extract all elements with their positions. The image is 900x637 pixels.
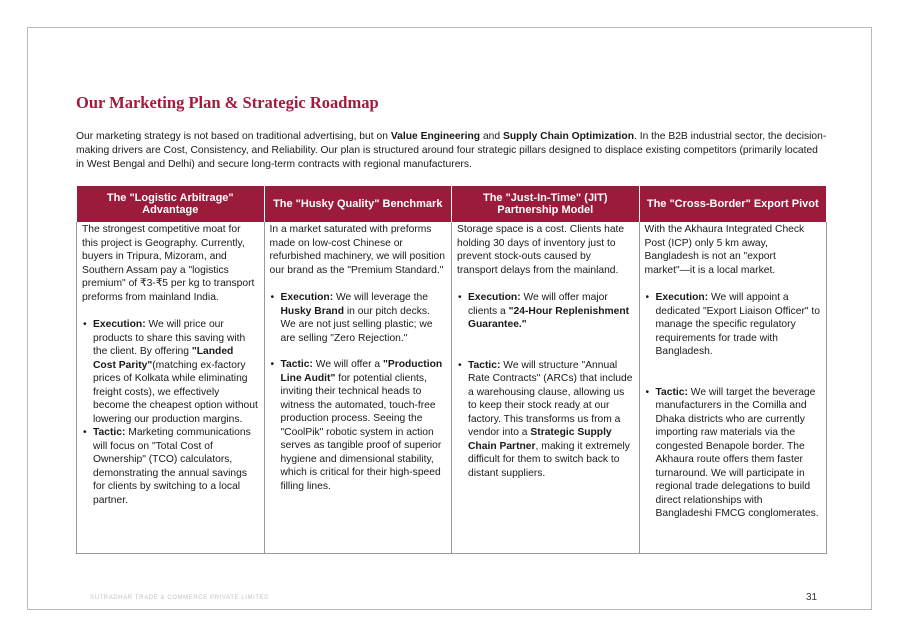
col4-intro: With the Akhaura Integrated Check Post (ICP) only 5 km away, Bangladesh is not an "export market"—it is a local market. <box>644 224 805 276</box>
intro-text-2: and <box>480 131 503 142</box>
col2-tactic-emphasis: "Production Line Audit" <box>280 359 443 384</box>
col3-tactic-label: Tactic: <box>468 359 501 371</box>
cell-jit-partnership <box>452 222 640 554</box>
col1-tactic-text: Marketing communications will focus on "Total Cost of Ownership" (TCO) calculators, demonstrating the annual savings for clients by switching to a local partner. <box>93 427 251 506</box>
col2-execution-emphasis: Husky Brand <box>280 305 345 317</box>
cell-cross-border <box>639 222 827 554</box>
header-husky-quality: The "Husky Quality" Benchmark <box>264 186 452 222</box>
col1-bullet-execution <box>82 318 259 426</box>
header-logistic-arbitrage: The "Logistic Arbitrage" Advantage <box>77 186 265 222</box>
col2-tactic-text-2: for potential clients, inviting their technical heads to witness the automated, touch-free production process. Seeing the "CoolPik" robotic system in action serves as tangible proof of superior hygiene and dimensional stability, which is critical for their high-speed filling lines. <box>280 372 442 492</box>
intro-text-3: . In the B2B industrial sector, the decision-making drivers are Cost, Consistency, and Reliability. Our plan is structured around four strategic pillars designed to displace existing competitors (primarily located in West Bengal and Delhi) and secure long-term contracts with regional manufacturers. <box>76 131 827 170</box>
col3-tactic-emphasis: Strategic Supply Chain Partner <box>468 427 612 452</box>
intro-paragraph <box>76 130 828 171</box>
table-body-row <box>77 222 827 554</box>
intro-bold-2: Supply Chain Optimization <box>502 131 634 142</box>
header-cross-border: The "Cross-Border" Export Pivot <box>639 186 827 222</box>
col1-bullets <box>82 318 259 507</box>
col1-execution-label: Execution: <box>93 319 146 330</box>
header-jit-partnership: The "Just-In-Time" (JIT) Partnership Model <box>452 186 640 222</box>
col2-execution-text-1: We will leverage the <box>333 292 428 303</box>
col2-execution-label: Execution: <box>280 292 334 303</box>
cell-logistic-arbitrage <box>77 222 265 554</box>
col1-intro: The strongest competitive moat for this project is Geography. Currently, buyers in Tripura, Mizoram, and Southern Assam pay a "logistics premium" of ₹3-₹5 per kg to transport preforms from mainland India. <box>82 224 255 303</box>
page-title: Our Marketing Plan & Strategic Roadmap <box>76 93 379 112</box>
col4-bullets <box>645 291 822 521</box>
col3-bullets <box>457 291 634 480</box>
col3-execution-text-1: We will offer major clients a <box>468 292 608 317</box>
col1-execution-text-2: (matching ex-factory prices of Kolkata while eliminating freight costs), we effectively become the cheapest option without lowering our production margins. <box>93 359 258 425</box>
col4-execution-text: We will appoint a dedicated "Export Liaison Officer" to manage the specific regulatory requirements for trade with Bangladesh. <box>655 292 821 357</box>
col3-execution-label: Execution: <box>468 292 521 303</box>
col2-tactic-text-1: We will offer a <box>312 359 383 370</box>
col1-execution-emphasis: "Landed Cost Parity" <box>93 346 234 371</box>
col4-bullet-execution <box>645 291 822 359</box>
col4-tactic-text: We will target the beverage manufacturers in the Comilla and Dhaka districts who are currently importing raw materials via the congested Benapole border. The Akhaura route offers them faster turnaround. We will participate in regional trade delegations to build direct relationships with Bangladeshi FMCG conglomerates. <box>655 386 819 519</box>
col3-bullet-execution <box>457 291 634 332</box>
intro-text-1: Our marketing strategy is not based on traditional advertising, but on <box>76 131 391 142</box>
col4-bullet-tactic <box>645 386 822 521</box>
col3-execution-emphasis: "24-Hour Replenishment Guarantee." <box>468 305 630 330</box>
footer-company-name: SUTRADHAR TRADE & COMMERCE PRIVATE LIMITED <box>90 595 270 601</box>
intro-bold-1: Value Engineering <box>390 131 481 142</box>
col4-tactic-label: Tactic: <box>655 386 688 398</box>
col3-bullet-tactic <box>457 359 634 481</box>
col2-intro: In a market saturated with preforms made on low-cost Chinese or refurbished machinery, we will position our brand as the "Premium Standard." <box>269 224 446 276</box>
col2-bullet-execution <box>270 291 447 345</box>
col3-tactic-text-1: We will structure "Annual Rate Contracts" (ARCs) that include a warehousing clause, allowing us to keep their stock ready at our factory. This transforms us from a vendor into a <box>468 359 633 438</box>
col4-execution-label: Execution: <box>655 292 709 303</box>
cell-husky-quality <box>264 222 452 554</box>
col2-execution-text-2: in our pitch decks. We are not just selling plastic; we are selling "Zero Rejection." <box>280 305 433 344</box>
col1-bullet-tactic <box>82 426 259 507</box>
col2-tactic-label: Tactic: <box>280 359 313 370</box>
col2-bullet-tactic <box>270 358 447 493</box>
table-header-row <box>77 186 827 222</box>
col1-tactic-label: Tactic: <box>93 427 126 438</box>
col3-intro: Storage space is a cost. Clients hate holding 30 days of inventory just to prevent stock-outs caused by transport delays from the mainland. <box>457 224 625 276</box>
strategy-table <box>76 186 827 554</box>
page-number: 31 <box>806 592 818 603</box>
col3-tactic-text-2: , making it extremely difficult for them to switch back to distant suppliers. <box>468 440 630 479</box>
col1-execution-text-1: We will price our products to share this saving with the client. By offering <box>93 319 246 357</box>
col2-bullets <box>270 291 447 493</box>
